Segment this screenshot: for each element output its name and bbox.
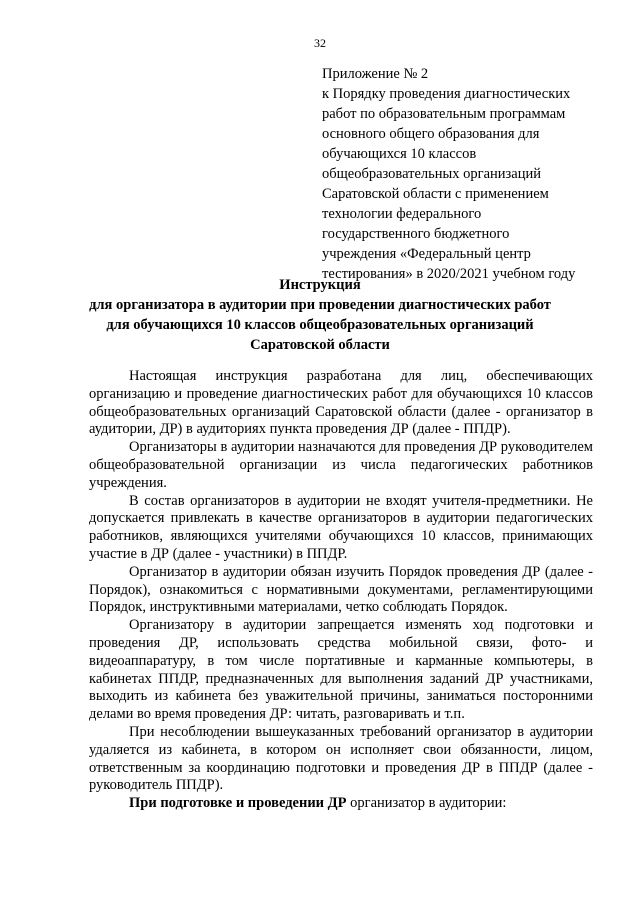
body-paragraph: При несоблюдении вышеуказанных требований организатор в аудитории удаляется из кабинета, в котором он исполняет свои обязанности, лицом, ответственным за координацию подготовки и проведения ДР в ППДР (далее - руководитель ППДР). xyxy=(89,723,593,794)
final-paragraph-bold: При подготовке и проведении ДР xyxy=(129,795,347,812)
title-line: для обучающихся 10 классов общеобразовательных организаций xyxy=(106,317,534,333)
appendix-line: общеобразовательных организаций xyxy=(322,166,541,182)
appendix-line: учреждения «Федеральный центр xyxy=(322,246,531,262)
body-paragraph: Организатор в аудитории обязан изучить Порядок проведения ДР (далее - Порядок), ознакомиться с нормативными документами, регламентирующими Порядок, инструктивными материалами, четко соблюдать Порядок. xyxy=(89,563,593,616)
body-paragraph: Организатору в аудитории запрещается изменять ход подготовки и проведения ДР, использовать средства мобильной связи, фото- и видеоаппаратуру, в том числе портативные и карманные компьютеры, в кабинетах ППДР, предназначенных для выполнения заданий ДР участниками, выходить из кабинета без уважительной причины, заниматься посторонними делами во время проведения ДР: читать, разговаривать и т.п. xyxy=(89,617,593,723)
page-number: 32 xyxy=(314,36,326,50)
appendix-line: основного общего образования для xyxy=(322,126,540,142)
body-paragraph: Настоящая инструкция разработана для лиц, обеспечивающих организацию и проведение диагностических работ для обучающихся 10 классов общеобразовательных организаций Саратовской области (далее - организатор в аудитории, ДР) в аудиториях пункта проведения ДР (далее - ППДР). xyxy=(89,368,593,438)
title-heading: Инструкция xyxy=(279,277,361,293)
appendix-line: Приложение № 2 xyxy=(322,66,429,82)
title-line: Саратовской области xyxy=(250,337,390,353)
final-paragraph-rest: организатор в аудитории: xyxy=(346,795,507,812)
appendix-line: обучающихся 10 классов xyxy=(322,146,477,162)
final-paragraph xyxy=(89,795,593,813)
appendix-line: тестирования» в 2020/2021 учебном году xyxy=(322,266,576,282)
appendix-line: к Порядку проведения диагностических xyxy=(322,86,571,102)
document-title xyxy=(0,275,640,355)
appendix-line: государственного бюджетного xyxy=(322,226,510,242)
appendix-line: работ по образовательным программам xyxy=(322,106,566,122)
title-line: для организатора в аудитории при проведении диагностических работ xyxy=(89,297,551,313)
appendix-header xyxy=(322,64,622,284)
body-paragraph: Организаторы в аудитории назначаются для проведения ДР руководителем общеобразовательной организации из числа педагогических работников учреждения. xyxy=(89,439,593,491)
document-body xyxy=(89,368,593,813)
appendix-line: технологии федерального xyxy=(322,206,482,222)
appendix-line: Саратовской области с применением xyxy=(322,186,549,202)
body-paragraph: В состав организаторов в аудитории не входят учителя-предметники. Не допускается привлекать в качестве организаторов в аудитории педагогических работников, являющихся учителями обучающихся 10 классов, принимающих участие в ДР (далее - участники) в ППДР. xyxy=(89,492,593,562)
